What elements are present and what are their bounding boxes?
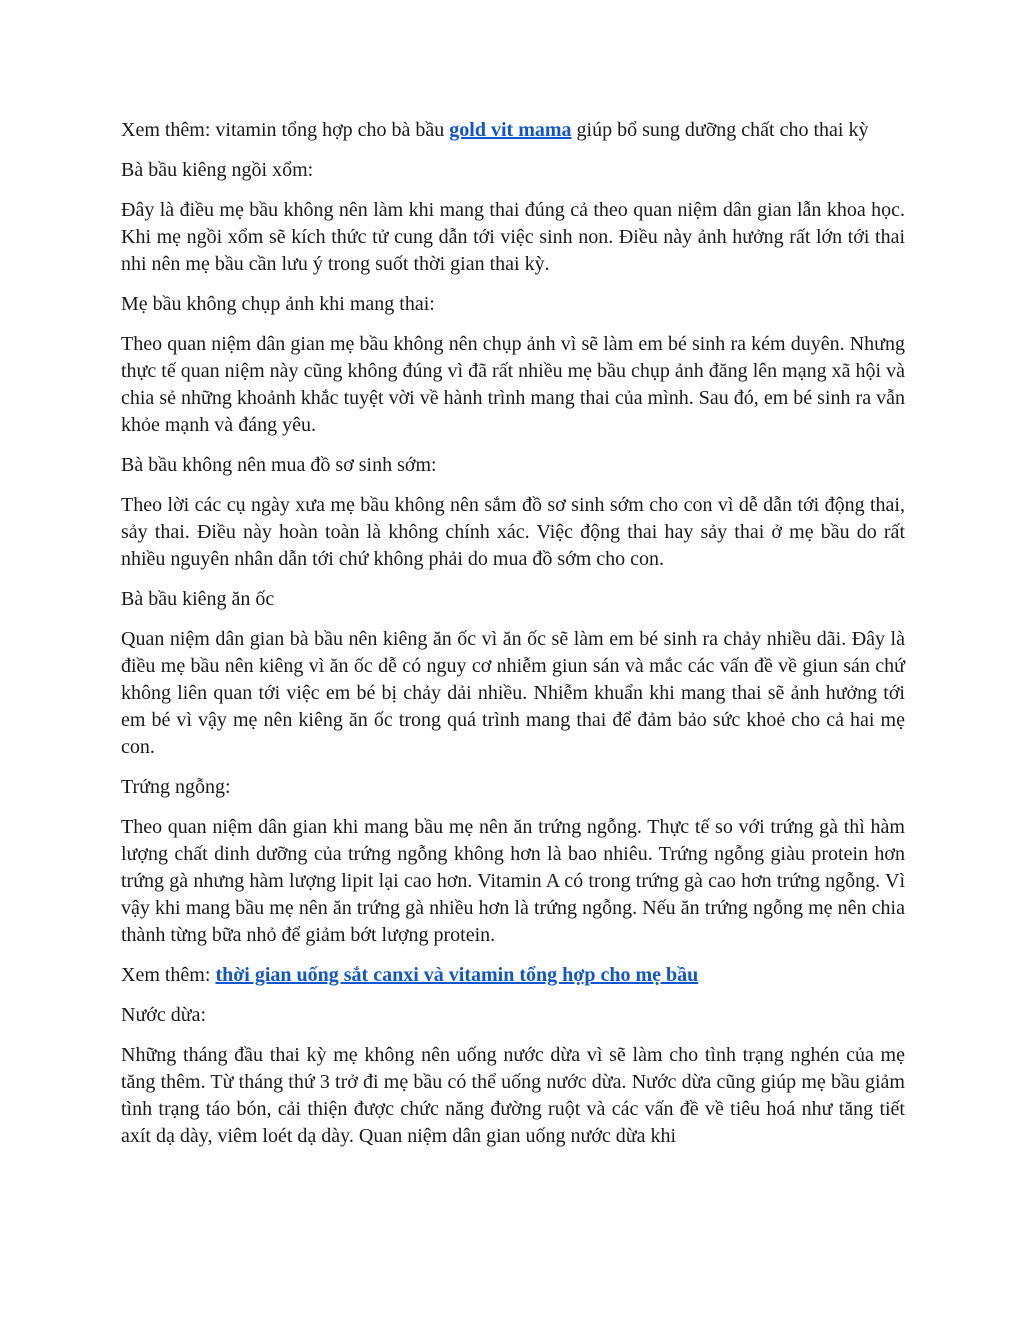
section-heading-squat: Bà bầu kiêng ngồi xổm: xyxy=(121,159,314,181)
section-body-goose-eggs: Theo quan niệm dân gian khi mang bầu mẹ nên ăn trứng ngỗng. Thực tế so với trứng gà thì hàm lượng chất dinh dưỡng của trứng ngỗng không hơn là bao nhiêu. Trứng ngỗng giàu protein hơn trứng gà nhưng hàm lượng lipit lại cao hơn. Vitamin A có trong trứng gà cao hơn trứng ngỗng. Vì vậy khi mang bầu mẹ nên ăn trứng gà nhiều hơn là trứng ngỗng. Nếu ăn trứng ngỗng mẹ nên chia thành từng bữa nhỏ để giảm bớt lượng protein. xyxy=(121,816,905,946)
section-body-snails: Quan niệm dân gian bà bầu nên kiêng ăn ốc vì ăn ốc sẽ làm em bé sinh ra chảy nhiều dãi. Đây là điều mẹ bầu nên kiêng vì ăn ốc dễ có nguy cơ nhiễm giun sán và mắc các vấn đề về giun sán chứ không liên quan tới việc em bé bị chảy dải nhiều. Nhiễm khuẩn khi mang thai sẽ ảnh hưởng tới em bé vì vậy mẹ nên kiêng ăn ốc trong quá trình mang thai để đảm bảo sức khoẻ cho cả hai mẹ con. xyxy=(121,628,905,758)
see-more-prefix: Xem thêm: vitamin tổng hợp cho bà bầu xyxy=(121,119,450,141)
gold-vit-mama-link[interactable]: gold vit mama xyxy=(449,119,572,141)
see-more-paragraph-2 xyxy=(121,962,905,989)
section-heading-photo: Mẹ bầu không chụp ảnh khi mang thai: xyxy=(121,293,435,315)
see-more-suffix: giúp bổ sung dưỡng chất cho thai kỳ xyxy=(571,119,869,141)
section-body-squat: Đây là điều mẹ bầu không nên làm khi mang thai đúng cả theo quan niệm dân gian lẫn khoa học. Khi mẹ ngồi xổm sẽ kích thức tử cung dẫn tới việc sinh non. Điều này ảnh hưởng rất lớn tới thai nhi nên mẹ bầu cần lưu ý trong suốt thời gian thai kỳ. xyxy=(121,199,905,275)
section-heading-goose-eggs: Trứng ngỗng: xyxy=(121,776,231,798)
document-page xyxy=(121,117,905,1163)
section-body-coconut-water: Những tháng đầu thai kỳ mẹ không nên uống nước dừa vì sẽ làm cho tình trạng nghén của mẹ tăng thêm. Từ tháng thứ 3 trở đi mẹ bầu có thể uống nước dừa. Nước dừa cũng giúp mẹ bầu giảm tình trạng táo bón, cải thiện được chức năng đường ruột và các vấn đề về tiêu hoá như tăng tiết axít dạ dày, viêm loét dạ dày. Quan niệm dân gian uống nước dừa khi xyxy=(121,1044,905,1147)
section-body-photo: Theo quan niệm dân gian mẹ bầu không nên chụp ảnh vì sẽ làm em bé sinh ra kém duyên. Nhưng thực tế quan niệm này cũng không đúng vì đã rất nhiều mẹ bầu chụp ảnh đăng lên mạng xã hội và chia sẻ những khoảnh khắc tuyệt vời về hành trình mang thai của mình. Sau đó, em bé sinh ra vẫn khỏe mạnh và đáng yêu. xyxy=(121,333,905,436)
see-more-paragraph xyxy=(121,117,905,144)
section-body-newborn-items: Theo lời các cụ ngày xưa mẹ bầu không nên sắm đồ sơ sinh sớm cho con vì dễ dẫn tới động thai, sảy thai. Điều này hoàn toàn là không chính xác. Việc động thai hay sảy thai ở mẹ bầu do rất nhiều nguyên nhân dẫn tới chứ không phải do mua đồ sớm cho con. xyxy=(121,494,905,570)
section-heading-snails: Bà bầu kiêng ăn ốc xyxy=(121,588,275,610)
see-more-prefix-2: Xem thêm: xyxy=(121,964,216,986)
section-heading-coconut-water: Nước dừa: xyxy=(121,1004,207,1026)
section-heading-newborn-items: Bà bầu không nên mua đồ sơ sinh sớm: xyxy=(121,454,437,476)
iron-calcium-vitamin-link[interactable]: thời gian uống sắt canxi và vitamin tổng hợp cho mẹ bầu xyxy=(215,964,699,986)
